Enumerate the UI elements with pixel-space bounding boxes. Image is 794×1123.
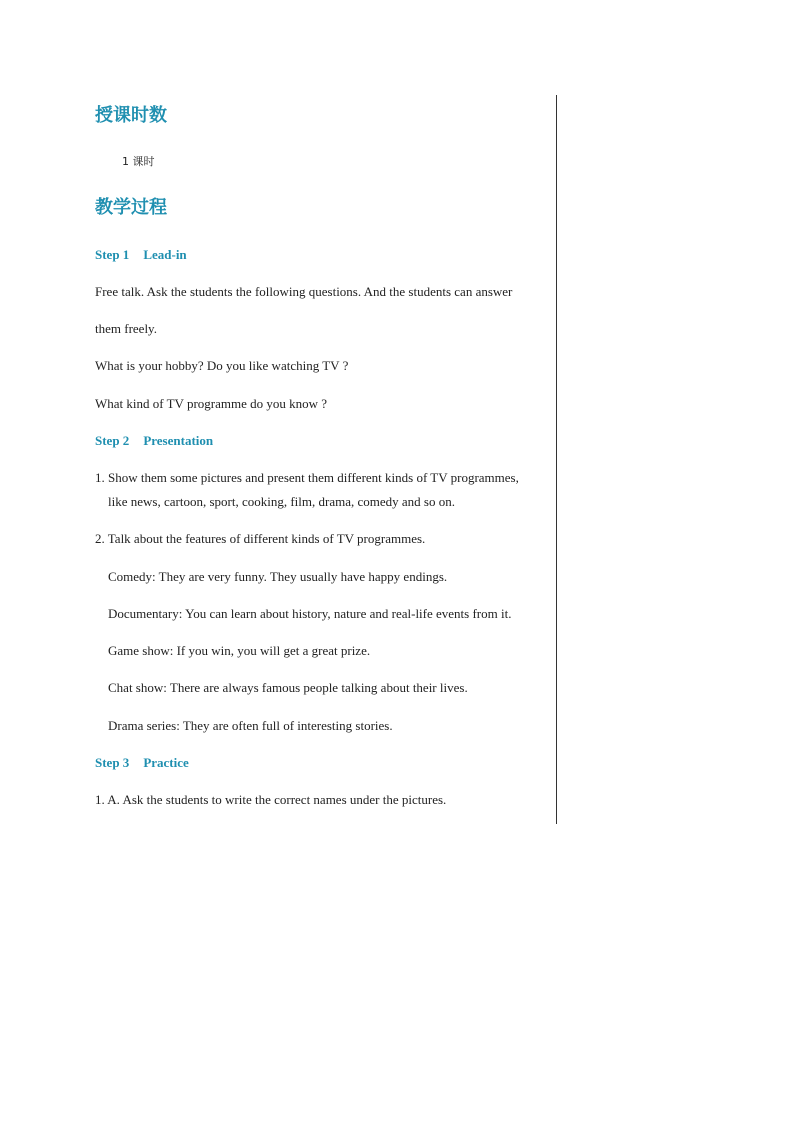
feature-chat-show: Chat show: There are always famous people talking about their lives.	[108, 680, 468, 695]
step1-line-4: What kind of TV programme do you know ?	[95, 396, 328, 411]
step2-title: Presentation	[143, 433, 214, 448]
margin-divider-line	[556, 95, 557, 824]
step2-item1-line2: like news, cartoon, sport, cooking, film, drama, comedy and so on.	[108, 494, 455, 509]
step1-line-1: Free talk. Ask the students the following questions. And the students can answer	[95, 284, 513, 299]
feature-drama-series: Drama series: They are often full of interesting stories.	[108, 718, 393, 733]
step3-label: Step 3	[95, 755, 130, 770]
step2-item2: 2. Talk about the features of different kinds of TV programmes.	[95, 531, 426, 546]
step1-line-2: them freely.	[95, 321, 157, 336]
feature-comedy: Comedy: They are very funny. They usually have happy endings.	[108, 569, 448, 584]
step1-line-3: What is your hobby? Do you like watching TV ?	[95, 358, 349, 373]
step2-item1-line1: 1. Show them some pictures and present them different kinds of TV programmes,	[95, 470, 519, 485]
step2-heading	[95, 434, 213, 447]
step3-item1: 1. A. Ask the students to write the correct names under the pictures.	[95, 792, 447, 807]
step3-title: Practice	[143, 755, 189, 770]
hours-heading: 授课时数	[95, 105, 167, 126]
step1-title: Lead-in	[143, 247, 187, 262]
hours-value: 1 课时	[122, 155, 155, 168]
step1-label: Step 1	[95, 247, 130, 262]
step2-label: Step 2	[95, 433, 130, 448]
step1-heading	[95, 248, 187, 261]
process-heading: 教学过程	[95, 197, 167, 218]
feature-game-show: Game show: If you win, you will get a great prize.	[108, 643, 371, 658]
step3-heading	[95, 756, 189, 769]
feature-documentary: Documentary: You can learn about history, nature and real-life events from it.	[108, 606, 512, 621]
